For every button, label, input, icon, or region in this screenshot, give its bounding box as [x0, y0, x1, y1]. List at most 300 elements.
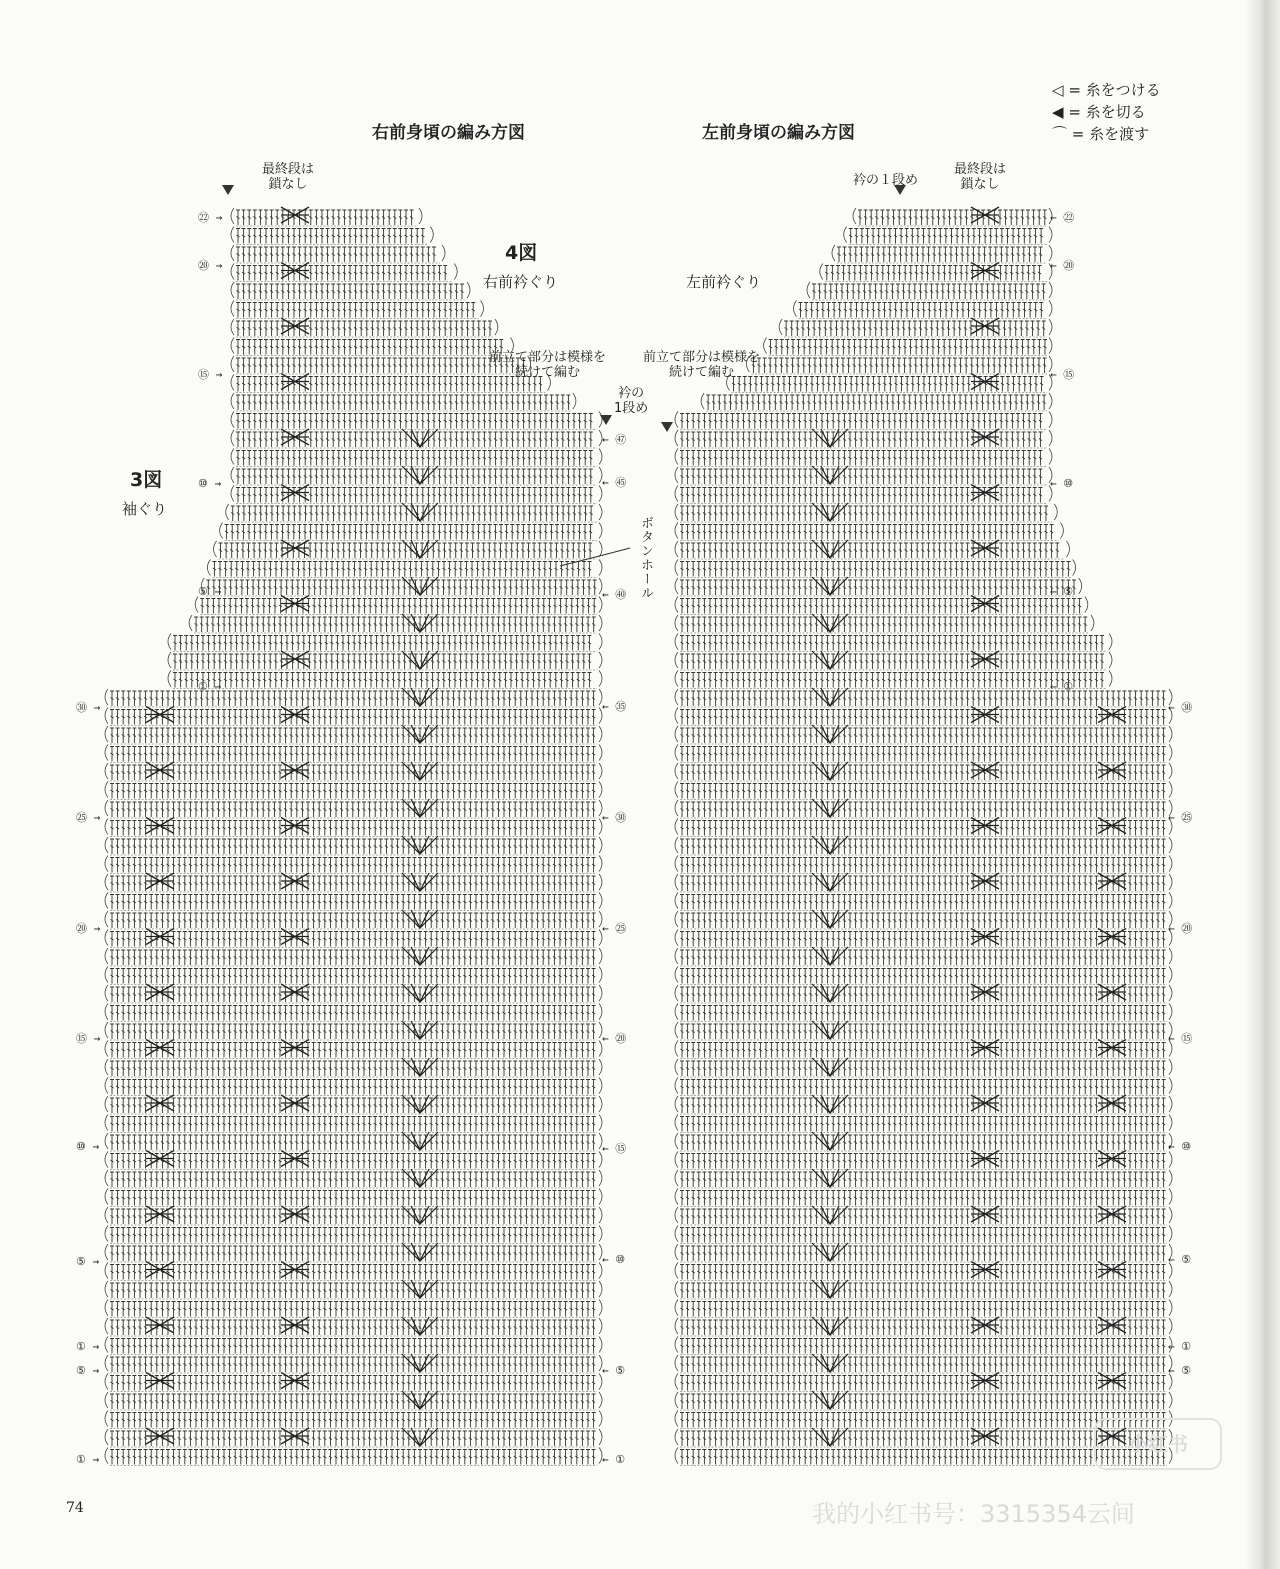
right-front-stitch-row: [110, 710, 596, 725]
left-front-turn-loop: [675, 1392, 678, 1408]
right-front-turn-loop: [105, 856, 108, 872]
right-front-turn-loop: [231, 375, 234, 391]
right-front-turn-loop: [599, 1226, 602, 1242]
left-front-cross-stitch: [1098, 707, 1126, 723]
left-front-turn-loop: [1169, 856, 1172, 872]
left-front-cross-stitch: [971, 1206, 999, 1222]
left-front-stitch-row: [680, 1061, 1166, 1076]
right-front-turn-loop: [419, 208, 422, 224]
left-front-turn-loop: [1169, 745, 1172, 761]
legend-attach-yarn: [1052, 79, 1161, 100]
left-front-turn-loop: [675, 856, 678, 872]
right-front-turn-loop: [105, 1096, 108, 1112]
left-front-turn-loop: [832, 245, 835, 261]
row-marker-right-yoke: ① →: [198, 680, 222, 693]
left-front-cross-stitch: [971, 263, 999, 279]
right-front-turn-loop: [599, 1170, 602, 1186]
left-front-turn-loop: [675, 504, 678, 520]
right-front-turn-loop: [105, 819, 108, 835]
left-front-stitch-row: [680, 1394, 1166, 1409]
armhole-label: 袖ぐり: [122, 500, 168, 518]
right-front-turn-loop: [168, 671, 171, 687]
right-front-turn-loop: [599, 1004, 602, 1020]
right-front-turn-loop: [214, 541, 217, 557]
right-front-turn-loop: [231, 227, 234, 243]
left-front-turn-loop: [675, 1411, 678, 1427]
left-front-cross-stitch: [971, 318, 999, 334]
right-front-stitch-row: [110, 1339, 596, 1354]
right-front-turn-loop: [231, 412, 234, 428]
right-front-turn-loop: [231, 449, 234, 465]
left-front-turn-loop: [675, 1263, 678, 1279]
right-front-cross-stitch: [281, 429, 309, 445]
row-marker-left-body: ← ㉕: [1168, 811, 1193, 824]
left-front-turn-loop: [675, 652, 678, 668]
left-front-turn-loop: [1169, 837, 1172, 853]
right-front-title: 右前身頃の編み方図: [372, 123, 525, 143]
left-front-turn-loop: [675, 523, 678, 539]
right-front-turn-loop: [231, 393, 234, 409]
right-front-turn-loop: [105, 967, 108, 983]
right-front-stitch-row: [110, 1320, 596, 1335]
right-front-turn-loop: [105, 1411, 108, 1427]
final-row-note-right: 最終段は 鎖なし: [262, 162, 315, 192]
left-front-cross-stitch: [971, 929, 999, 945]
right-front-cross-stitch: [281, 929, 309, 945]
right-front-stitch-row: [110, 876, 596, 891]
row-marker-right-inner: ← ㊼: [602, 433, 627, 446]
left-front-cross-stitch: [1098, 1151, 1126, 1167]
right-front-cross-stitch: [146, 1373, 174, 1389]
right-front-turn-loop: [467, 282, 470, 298]
left-front-turn-loop: [675, 893, 678, 909]
right-front-cross-stitch: [281, 1151, 309, 1167]
right-front-cross-stitch: [281, 540, 309, 556]
left-front-turn-loop: [675, 467, 678, 483]
left-front-stitch-row: [732, 377, 1044, 392]
row-marker-right-inner: ← ⑤: [602, 1364, 626, 1377]
left-front-cross-stitch: [1098, 818, 1126, 834]
right-front-cross-stitch: [146, 762, 174, 778]
right-front-turn-loop: [105, 1392, 108, 1408]
right-front-stitch-row: [110, 1006, 596, 1021]
left-front-cross-stitch: [1098, 1262, 1126, 1278]
left-neckline-label: 左前衿ぐり: [686, 273, 762, 291]
left-front-stitch-row: [706, 395, 1046, 410]
left-front-turn-loop: [1066, 541, 1069, 557]
left-front-turn-loop: [1169, 763, 1172, 779]
left-front-stitch-row: [769, 340, 1047, 355]
left-front-cross-stitch: [1098, 762, 1126, 778]
right-front-turn-loop: [105, 1041, 108, 1057]
left-front-stitch-row: [680, 673, 1104, 688]
right-front-cross-stitch: [146, 1040, 174, 1056]
left-front-turn-loop: [675, 486, 678, 502]
right-front-stitch-row: [236, 414, 593, 429]
right-front-turn-loop: [105, 930, 108, 946]
left-front-cross-stitch: [971, 651, 999, 667]
left-front-stitch-row: [680, 691, 1166, 706]
legend-carry-yarn: [1052, 123, 1149, 144]
left-front-turn-loop: [675, 615, 678, 631]
left-front-turn-loop: [675, 1374, 678, 1390]
right-front-turn-loop: [105, 800, 108, 816]
right-front-stitch-row: [236, 321, 492, 336]
right-front-cross-stitch: [281, 873, 309, 889]
left-front-turn-loop: [1169, 1318, 1172, 1334]
left-front-stitch-row: [680, 802, 1166, 817]
left-front-stitch-row: [680, 747, 1166, 762]
left-front-stitch-row: [849, 229, 1043, 244]
row-marker-right-inner: ← ㊺: [602, 476, 627, 489]
right-front-cross-stitch: [281, 318, 309, 334]
right-front-stitch-row: [236, 210, 414, 225]
left-front-v-stitches: [812, 429, 848, 1446]
left-front-stitches: [675, 208, 1172, 1466]
attach-yarn-icon: ◁: [1052, 81, 1064, 99]
left-front-stitch-row: [680, 1135, 1166, 1150]
left-front-turn-loop: [675, 560, 678, 576]
right-front-turn-loop: [599, 893, 602, 909]
legend-carry-yarn-text: = 糸を渡す: [1071, 125, 1150, 143]
left-front-turn-loop: [820, 264, 823, 280]
right-front-cross-stitch: [146, 707, 174, 723]
right-front-stitch-row: [110, 969, 596, 984]
right-front-cross-stitch: [281, 263, 309, 279]
left-front-stitch-row: [680, 617, 1087, 632]
left-front-turn-loop: [1073, 560, 1076, 576]
left-front-stitch-row: [680, 1339, 1166, 1354]
right-front-stitch-row: [219, 543, 593, 558]
left-front-turn-loop: [675, 449, 678, 465]
left-front-stitch-row: [680, 913, 1166, 928]
right-front-cross-stitch: [146, 1095, 174, 1111]
left-front-turn-loop: [1169, 726, 1172, 742]
right-front-turn-loop: [599, 1318, 602, 1334]
left-front-cross-stitch: [971, 762, 999, 778]
right-front-stitch-row: [110, 858, 596, 873]
legend-cut-yarn: [1052, 101, 1146, 122]
right-front-turn-loop: [231, 264, 234, 280]
row-marker-left-body: ← ⑳: [1168, 922, 1193, 935]
row-marker-left-body: ← ⑮: [1168, 1032, 1193, 1045]
left-front-cross-stitch: [971, 374, 999, 390]
right-front-stitch-row: [110, 1413, 596, 1428]
right-front-turn-loop: [105, 1318, 108, 1334]
left-front-turn-loop: [675, 1041, 678, 1057]
right-front-turn-loop: [231, 486, 234, 502]
left-front-cross-stitch: [971, 540, 999, 556]
row-marker-right-body: ① →: [76, 1453, 100, 1466]
right-front-turn-loop: [599, 560, 602, 576]
left-front-title: 左前身頃の編み方図: [702, 123, 855, 143]
right-front-cross-stitch: [146, 873, 174, 889]
right-front-turn-loop: [599, 634, 602, 650]
right-front-turn-loop: [105, 874, 108, 890]
left-front-turn-loop: [675, 1226, 678, 1242]
right-front-stitch-row: [236, 358, 526, 373]
left-front-turn-loop: [1169, 1152, 1172, 1168]
right-front-stitch-row: [110, 1246, 596, 1261]
right-front-stitch-row: [236, 451, 593, 466]
right-front-cross-stitch: [146, 1317, 174, 1333]
right-front-cross-stitch: [281, 707, 309, 723]
left-front-stitch-row: [858, 210, 1047, 225]
right-front-turn-loop: [105, 1281, 108, 1297]
right-front-cross-stitch: [146, 1206, 174, 1222]
left-front-turn-loop: [675, 1170, 678, 1186]
left-front-stitch-row: [680, 1043, 1166, 1058]
left-front-turn-loop: [675, 708, 678, 724]
right-front-stitch-row: [110, 1135, 596, 1150]
right-front-stitch-row: [110, 784, 596, 799]
left-front-stitch-row: [680, 562, 1070, 577]
right-front-turn-loop: [207, 560, 210, 576]
page-number: 74: [66, 1500, 84, 1516]
left-front-stitch-row: [799, 303, 1044, 318]
left-front-stitch-row: [784, 321, 1046, 336]
right-front-stitch-row: [110, 1061, 596, 1076]
row-marker-left-body: ← ⑤: [1168, 1364, 1192, 1377]
left-front-stitch-row: [680, 1172, 1166, 1187]
left-front-turn-loop: [675, 671, 678, 687]
right-front-turn-loop: [599, 1115, 602, 1131]
left-front-stitch-row: [680, 1450, 1166, 1465]
right-front-turn-loop: [599, 726, 602, 742]
right-front-cross-stitch: [281, 1428, 309, 1444]
right-front-turn-loop: [105, 1448, 108, 1464]
left-front-stitch-row: [680, 414, 1042, 429]
right-front-turn-loop: [599, 1059, 602, 1075]
right-front-stitches: [105, 208, 602, 1466]
right-front-turn-loop: [105, 1078, 108, 1094]
row-marker-right-body: ⑤ →: [76, 1255, 100, 1268]
left-front-turn-loop: [1169, 1226, 1172, 1242]
left-front-stitch-row: [680, 654, 1104, 669]
left-front-turn-loop: [1049, 393, 1052, 409]
left-front-turn-loop: [675, 1004, 678, 1020]
right-front-turn-loop: [599, 1392, 602, 1408]
right-front-cross-stitch: [281, 1095, 309, 1111]
left-front-turn-loop: [1169, 967, 1172, 983]
left-front-turn-loop: [675, 1429, 678, 1445]
right-front-stitch-row: [110, 1283, 596, 1298]
row-marker-right-yoke: ⑤ →: [198, 585, 222, 598]
right-front-stitch-row: [110, 821, 596, 836]
right-front-turn-loop: [599, 671, 602, 687]
row-marker-left-body: ← ⑤: [1168, 1253, 1192, 1266]
right-front-turn-loop: [599, 615, 602, 631]
carry-yarn-icon: ⌒: [1052, 125, 1068, 143]
right-front-stitch-row: [110, 1228, 596, 1243]
left-front-turn-loop: [1049, 412, 1052, 428]
left-front-turn-loop: [675, 1078, 678, 1094]
left-front-stitch-row: [680, 1413, 1166, 1428]
row-marker-right-body: ⑩ →: [76, 1140, 100, 1153]
left-front-stitch-row: [680, 451, 1042, 466]
right-front-cross-stitch: [146, 1262, 174, 1278]
left-front-turn-loop: [675, 1152, 678, 1168]
right-front-stitch-row: [110, 1431, 596, 1446]
left-front-turn-loop: [675, 911, 678, 927]
right-front-cross-stitches: [146, 207, 309, 1444]
left-front-turn-loop: [1054, 504, 1057, 520]
left-front-stitch-row: [825, 266, 1042, 281]
row-marker-left-yoke: ← ㉒: [1050, 211, 1075, 224]
right-front-turn-loop: [599, 652, 602, 668]
right-front-stitch-row: [212, 562, 591, 577]
left-front-stitch-row: [680, 580, 1076, 595]
right-front-turn-loop: [599, 1337, 602, 1353]
collar-first-row-left: 衿の１段め: [853, 173, 919, 188]
right-front-turn-loop: [231, 301, 234, 317]
left-front-turn-loop: [675, 930, 678, 946]
right-front-turn-loop: [105, 911, 108, 927]
right-front-turn-loop: [105, 1355, 108, 1371]
right-front-cross-stitch: [281, 374, 309, 390]
right-front-turn-loop: [599, 985, 602, 1001]
row-marker-right-inner: ← ⑮: [602, 1142, 627, 1155]
left-front-turn-loop: [1109, 634, 1112, 650]
left-front-turn-loop: [675, 985, 678, 1001]
left-front-cross-stitch: [971, 596, 999, 612]
left-front-stitch-row: [680, 543, 1059, 558]
row-marker-left-yoke: ← ⑩: [1050, 477, 1074, 490]
right-front-stitch-row: [110, 802, 596, 817]
left-front-turn-loop: [1049, 282, 1052, 298]
left-front-turn-loop: [675, 967, 678, 983]
left-front-turn-loop: [1049, 227, 1052, 243]
left-front-stitch-row: [680, 1024, 1166, 1039]
row-marker-right-body: ⑳ →: [76, 922, 101, 935]
right-front-stitch-row: [110, 765, 596, 780]
left-front-turn-loop: [675, 1022, 678, 1038]
row-marker-right-inner: ← ㉚: [602, 811, 627, 824]
row-marker-right-inner: ← ㊵: [602, 588, 627, 601]
left-front-cross-stitch: [971, 1262, 999, 1278]
left-front-turn-loop: [1169, 782, 1172, 798]
left-front-turn-loop: [1169, 1115, 1172, 1131]
left-front-stitch-row: [680, 1431, 1166, 1446]
right-front-stitch-row: [110, 895, 596, 910]
left-front-turn-loop: [675, 1337, 678, 1353]
right-front-turn-loop: [105, 1115, 108, 1131]
right-front-turn-loop: [442, 245, 445, 261]
right-front-cross-stitch: [281, 1317, 309, 1333]
left-front-cross-stitch: [971, 1095, 999, 1111]
left-front-cross-stitch: [1098, 1040, 1126, 1056]
right-front-stitch-row: [236, 284, 464, 299]
left-front-turn-loop: [675, 1244, 678, 1260]
left-front-turn-loop: [675, 1189, 678, 1205]
left-front-turn-loop: [794, 301, 797, 317]
right-front-turn-loop: [105, 893, 108, 909]
left-front-turn-loop: [807, 282, 810, 298]
right-front-turn-loop: [105, 1226, 108, 1242]
row-marker-left-yoke: ← ①: [1050, 680, 1074, 693]
right-front-cross-stitch: [281, 1206, 309, 1222]
left-front-turn-loop: [1049, 449, 1052, 465]
left-front-stitch-row: [680, 1098, 1166, 1113]
left-front-turn-loop: [1079, 578, 1082, 594]
right-front-cross-stitch: [281, 984, 309, 1000]
right-front-cross-stitch: [146, 1151, 174, 1167]
right-front-stitch-row: [110, 1154, 596, 1169]
left-front-turn-loop: [1109, 652, 1112, 668]
right-front-cross-stitch: [281, 818, 309, 834]
right-front-panel-chart: [105, 207, 602, 1466]
left-front-turn-loop: [1049, 430, 1052, 446]
row-marker-right-inner: ← ㉟: [602, 700, 627, 713]
row-marker-right-inner: ← ①: [602, 1453, 626, 1466]
left-front-turn-loop: [675, 1300, 678, 1316]
left-front-stitch-row: [680, 599, 1082, 614]
right-front-stitch-row: [173, 636, 591, 651]
right-front-stitch-row: [236, 469, 593, 484]
left-front-turn-loop: [675, 948, 678, 964]
right-front-turn-loop: [105, 1207, 108, 1223]
right-front-turn-loop: [105, 1337, 108, 1353]
right-front-turn-loop: [105, 1059, 108, 1075]
left-front-turn-loop: [844, 227, 847, 243]
right-front-turn-loop: [231, 338, 234, 354]
right-front-stitch-row: [236, 247, 436, 262]
left-front-cross-stitch: [1098, 1373, 1126, 1389]
left-front-turn-loop: [701, 393, 704, 409]
left-front-stitch-row: [680, 1246, 1166, 1261]
left-front-stitch-row: [680, 969, 1166, 984]
watermark-badge: 小红书: [1094, 1418, 1222, 1470]
right-front-turn-loop: [599, 856, 602, 872]
row-marker-right-body: ⑤ →: [76, 1364, 100, 1377]
right-front-turn-loop: [105, 726, 108, 742]
left-front-panel-chart: [675, 207, 1172, 1466]
right-front-turn-loop: [231, 467, 234, 483]
right-front-turn-loop: [105, 1374, 108, 1390]
row-marker-right-body: ⑮ →: [76, 1032, 101, 1045]
left-front-turn-loop: [675, 837, 678, 853]
right-front-cross-stitch: [146, 818, 174, 834]
right-front-turn-loop: [105, 948, 108, 964]
left-front-turn-loop: [675, 800, 678, 816]
left-front-cross-stitch: [971, 1040, 999, 1056]
right-front-stitch-row: [110, 1302, 596, 1317]
left-front-stitch-row: [680, 1080, 1166, 1095]
left-front-turn-loop: [764, 338, 767, 354]
left-front-turn-loop: [1169, 1281, 1172, 1297]
right-front-turn-loop: [105, 1170, 108, 1186]
left-front-stitch-row: [680, 710, 1166, 725]
left-front-turn-loop: [1169, 1300, 1172, 1316]
left-front-stitch-row: [680, 469, 1042, 484]
left-front-cross-stitch: [971, 485, 999, 501]
left-front-turn-loop: [1049, 338, 1052, 354]
right-front-turn-loop: [168, 652, 171, 668]
left-front-stitch-row: [680, 858, 1166, 873]
right-front-turn-loop: [599, 1429, 602, 1445]
left-front-turn-loop: [853, 208, 856, 224]
left-front-turn-loop: [1085, 597, 1088, 613]
left-front-turn-loop: [675, 1133, 678, 1149]
front-band-note-right: 前立て部分は模様を 続けて編む: [489, 350, 607, 380]
right-front-turn-loop: [599, 523, 602, 539]
left-front-turn-loop: [675, 782, 678, 798]
right-front-turn-loop: [105, 708, 108, 724]
right-front-turn-loop: [105, 1022, 108, 1038]
right-front-stitch-row: [110, 1117, 596, 1132]
legend-cut-yarn-text: = 糸を切る: [1068, 103, 1146, 121]
left-front-cross-stitch: [1098, 1095, 1126, 1111]
